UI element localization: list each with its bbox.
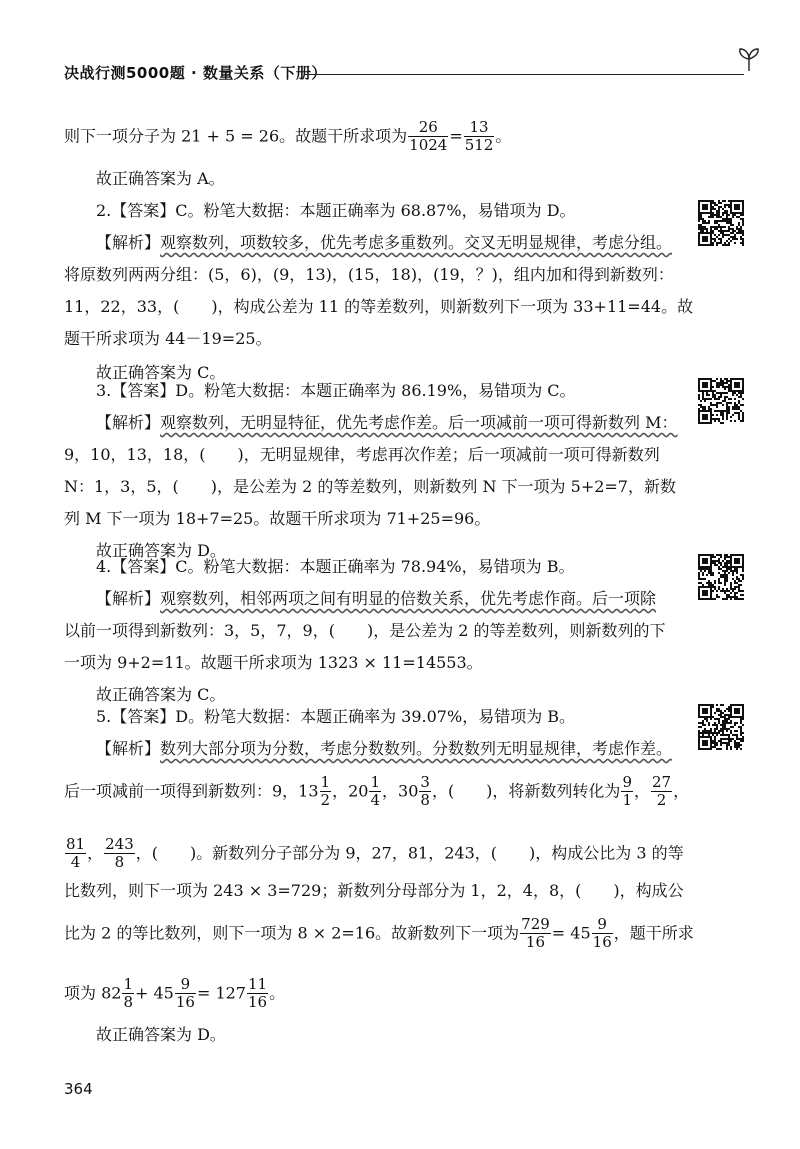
q2-answer-header: 2.【答案】C。粉笔大数据：本题正确率为 68.87%，易错项为 D。 <box>96 201 576 220</box>
intro-answer: 故正确答案为 A。 <box>96 169 225 188</box>
fraction: $\frac{27}{2}$ <box>652 773 672 810</box>
q3-analysis-line-4: 列 M 下一项为 18+7=25。故题干所求项为 71+25=96。 <box>64 509 491 528</box>
analysis-tag: 【解析】 <box>96 413 161 432</box>
analysis-tag: 【解析】 <box>96 233 161 252</box>
page-header <box>64 62 764 86</box>
analysis-tag: 【解析】 <box>96 589 161 608</box>
fraction: $\frac{1}{2}$ <box>320 773 331 810</box>
text: 则下一项分子为 21 + 5 = 26。故题干所求项为 <box>64 126 408 146</box>
fraction: $\frac{81}{4}$ <box>66 835 86 872</box>
fraction: $\frac{1}{4}$ <box>370 773 381 810</box>
intro-line-1: 则下一项分子为 21 + 5 = 26。故题干所求项为 $\frac{26}{1024}$ = $\frac{13}{512}$ 。 <box>64 118 512 155</box>
fraction: $\frac{9}{1}$ <box>622 773 632 810</box>
header-rule <box>304 74 744 75</box>
q5-analysis-line-3: $\frac{81}{4}$ ， $\frac{243}{8}$ ，( )。新数列分子部分为 9，27，81，243，( )，构成公比为 3 的等 <box>66 835 684 872</box>
q2-final-answer: 故正确答案为 C。 <box>96 363 226 382</box>
qr-code-icon[interactable] <box>698 704 744 750</box>
q5-analysis-line-4: 比数列，则下一项为 243 × 3=729；新数列分母部分为 1，2，4，8，( )，构成公 <box>64 881 684 900</box>
q3-final-answer: 故正确答案为 D。 <box>96 541 226 560</box>
q3-analysis-line-1: 【解析】观察数列，无明显特征，优先考虑作差。后一项减前一项可得新数列 M： <box>96 413 678 432</box>
fraction: $\frac{1}{8}$ <box>123 975 133 1012</box>
fraction: $\frac{3}{8}$ <box>420 773 430 810</box>
q4-analysis-line-3: 一项为 9+2=11。故题干所求项为 1323 × 11=14553。 <box>64 653 483 672</box>
q4-final-answer: 故正确答案为 C。 <box>96 685 226 704</box>
q2-analysis-line-1: 【解析】观察数列，项数较多，优先考虑多重数列。交叉无明显规律，考虑分组。 <box>96 233 673 252</box>
fraction: $\frac{729}{16}$ <box>521 915 550 952</box>
q4-analysis-line-1: 【解析】观察数列，相邻两项之间有明显的倍数关系，优先考虑作商。后一项除 <box>96 589 657 608</box>
fraction: $\frac{13}{512}$ <box>464 118 494 155</box>
qr-code-icon[interactable] <box>698 200 744 246</box>
sprout-icon <box>736 46 762 72</box>
q5-analysis-line-2: 后一项减前一项得到新数列：9，13 $\frac{1}{2}$ ，20 $\frac{1}{4}$ ，30 $\frac{3}{8}$ ，( )，将新数列转化为 $\frac{9}{1}$ ， $\frac{27}{2}$ ， <box>64 773 690 810</box>
q5-analysis-line-5: 比为 2 的等比数列，则下一项为 8 × 2=16。故新数列下一项为 $\frac{729}{16}$ = 45 $\frac{9}{16}$ ，题干所求 <box>64 915 694 952</box>
q2-analysis-line-4: 题干所求项为 44－19=25。 <box>64 329 272 348</box>
q4-analysis-line-2: 以前一项得到新数列：3，5，7，9，( )，是公差为 2 的等差数列，则新数列的下 <box>64 621 666 640</box>
q2-analysis-line-2: 将原数列两两分组：(5，6)，(9，13)，(15，18)，(19，？)，组内加和得到新数列： <box>64 265 674 284</box>
q5-final-answer: 故正确答案为 D。 <box>96 1025 226 1044</box>
q4-answer-header: 4.【答案】C。粉笔大数据：本题正确率为 78.94%，易错项为 B。 <box>96 557 575 576</box>
fraction: $\frac{9}{16}$ <box>175 975 195 1012</box>
q3-analysis-line-3: N：1，3，5，( )，是公差为 2 的等差数列，则新数列 N 下一项为 5+2=7，新数 <box>64 477 676 496</box>
q5-answer-header: 5.【答案】D。粉笔大数据：本题正确率为 39.07%，易错项为 B。 <box>96 707 576 726</box>
fraction: $\frac{11}{16}$ <box>247 975 268 1012</box>
page-number: 364 <box>64 1080 93 1098</box>
q5-analysis-line-1: 【解析】数列大部分项为分数，考虑分数数列。分数数列无明显规律，考虑作差。 <box>96 739 673 758</box>
q5-analysis-line-6: 项为 82 $\frac{1}{8}$ + 45 $\frac{9}{16}$ = 127 $\frac{11}{16}$ 。 <box>64 975 286 1012</box>
q3-answer-header: 3.【答案】D。粉笔大数据：本题正确率为 86.19%，易错项为 C。 <box>96 381 576 400</box>
fraction: $\frac{26}{1024}$ <box>409 118 448 155</box>
q3-analysis-line-2: 9，10，13，18，( )，无明显规律，考虑再次作差；后一项减前一项可得新数列 <box>64 445 660 464</box>
q2-analysis-line-3: 11，22，33，( )，构成公差为 11 的等差数列，则新数列下一项为 33+11=44。故 <box>64 297 694 316</box>
qr-code-icon[interactable] <box>698 554 744 600</box>
fraction: $\frac{243}{8}$ <box>105 835 134 872</box>
book-title: 决战行测5000题 · 数量关系（下册） <box>64 64 327 82</box>
qr-code-icon[interactable] <box>698 378 744 424</box>
fraction: $\frac{9}{16}$ <box>592 915 612 952</box>
analysis-tag: 【解析】 <box>96 739 161 758</box>
